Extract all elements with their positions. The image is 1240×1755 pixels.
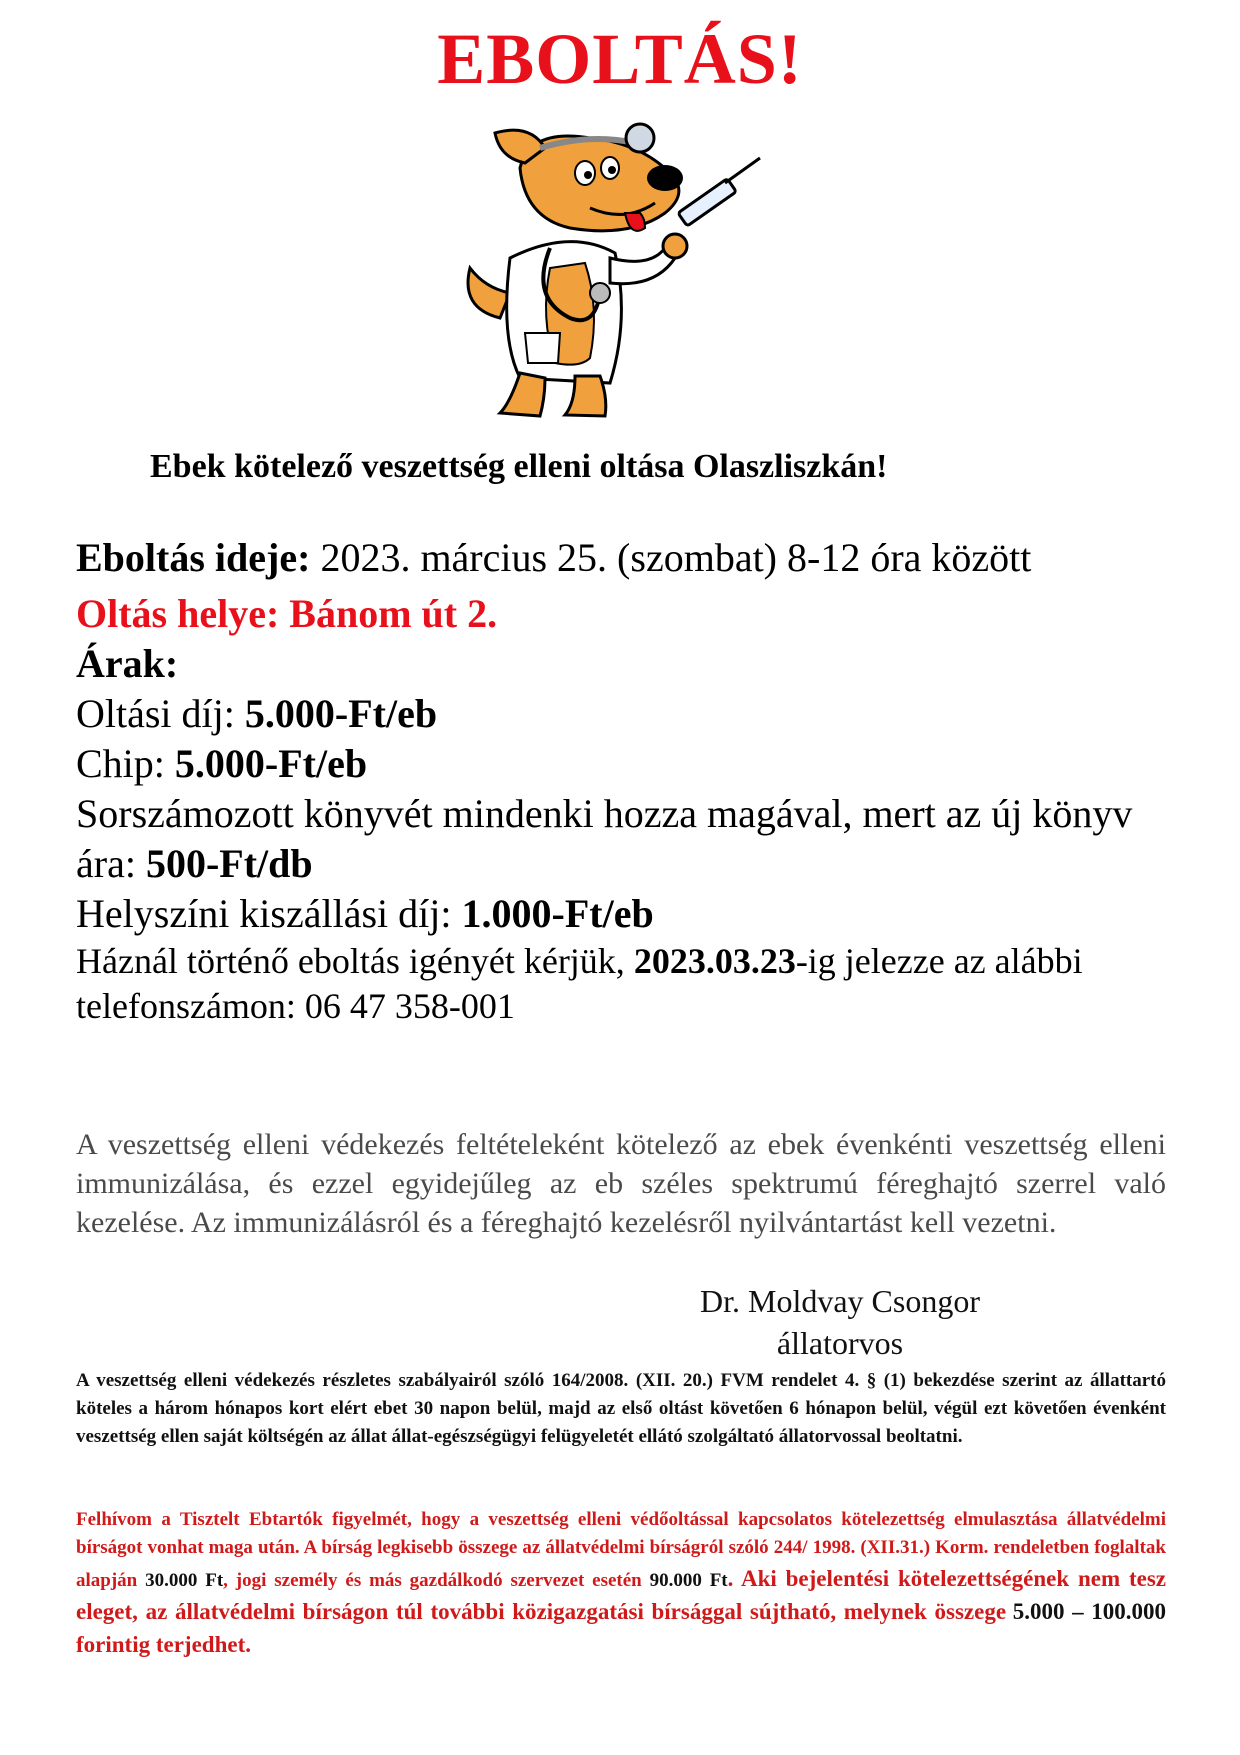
subtitle: Ebek kötelező veszettség elleni oltása Olaszliszkán! xyxy=(150,448,888,485)
fine-warning xyxy=(76,1506,1166,1661)
legal-notice: A veszettség elleni védekezés részletes szabályairól szóló 164/2008. (XII. 20.) FVM rendelet 4. § (1) bekezdése szerint az állattartó köteles a három hónapos kort elért ebet 30 napon belül, majd az első oltást követően 6 hónapon belül, végül ezt követően évenként veszettség ellen saját költségén az állat állat-egészségügyi felügyeletét ellátó szolgáltató állatorvossal beoltatni. xyxy=(76,1370,1166,1447)
schedule-row xyxy=(76,533,1166,583)
warning-part1: Felhívom a Tisztelt Ebtartók figyelmét, hogy a veszettség elleni védőoltással kapcsolatos kötelezettség elmulasztása állatvédelmi bírságot vonhat maga után. A bírság legkisebb összege az állatvédelmi bírságról szóló 244/ 1998. (XII.31.) Korm. rendeletben foglaltak alapján xyxy=(76,1509,1166,1591)
signature xyxy=(670,1280,1010,1364)
delivery-fee-value: 1.000-Ft/eb xyxy=(461,891,654,936)
book-fee-value: 500-Ft/db xyxy=(145,841,313,886)
book-fee-row xyxy=(76,789,1166,889)
warning-amount1: 30.000 Ft xyxy=(145,1570,224,1591)
warning-part3: . Aki bejelentési kötelezettségének nem tesz eleget, az állatvédelmi bírságon túl további közigazgatási bírsággal sújtható, melynek összege xyxy=(76,1566,1167,1624)
warning-amount3: 5.000 – 100.000 xyxy=(1012,1599,1167,1624)
poster-title: EBOLTÁS! xyxy=(437,19,803,99)
vaccination-fee-label: Oltási díj: xyxy=(76,691,235,736)
location-row: Oltás helye: Bánom út 2. xyxy=(76,591,498,636)
warning-part2: , jogi személy és más gazdálkodó szervezet esetén xyxy=(223,1570,642,1591)
book-fee-text: Sorszámozott könyvét mindenki hozza magával, mert az új könyv ára: xyxy=(76,791,1133,886)
prices-heading: Árak: xyxy=(76,641,179,686)
delivery-fee-row xyxy=(76,889,1166,939)
warning-amount2: 90.000 Ft xyxy=(649,1570,728,1591)
home-service-row xyxy=(76,939,1166,1029)
event-info xyxy=(76,533,1166,1029)
schedule-label: Eboltás ideje: xyxy=(76,535,311,580)
home-service-text-before: Háznál történő eboltás igényét kérjük, xyxy=(76,941,625,981)
vaccination-fee-value: 5.000-Ft/eb xyxy=(244,691,438,736)
schedule-value: 2023. március 25. (szombat) 8-12 óra között xyxy=(320,535,1032,580)
home-service-deadline: 2023.03.23 xyxy=(633,941,796,981)
chip-fee-label: Chip: xyxy=(76,741,165,786)
chip-fee-row xyxy=(76,739,1166,789)
vaccination-fee-row xyxy=(76,689,1166,739)
signature-name: Dr. Moldvay Csongor xyxy=(700,1283,980,1319)
home-service-text-after: -ig jelezze az alábbi telefonszámon: 06 47 358-001 xyxy=(76,941,1083,1026)
warning-part4: forintig terjedhet. xyxy=(76,1632,251,1657)
chip-fee-value: 5.000-Ft/eb xyxy=(174,741,368,786)
signature-role: állatorvos xyxy=(776,1325,904,1361)
delivery-fee-label: Helyszíni kiszállási díj: xyxy=(76,891,452,936)
regulation-paragraph: A veszettség elleni védekezés feltételeként kötelező az ebek évenkénti veszettség elleni immunizálása, és ezzel egyidejűleg az eb széles spektrumú féreghajtó szerrel való kezelése. Az immunizálásról és a féreghajtó kezelésről nyilvántartást kell vezetni. xyxy=(76,1128,1166,1239)
veterinarian-dog-illustration xyxy=(440,118,800,428)
